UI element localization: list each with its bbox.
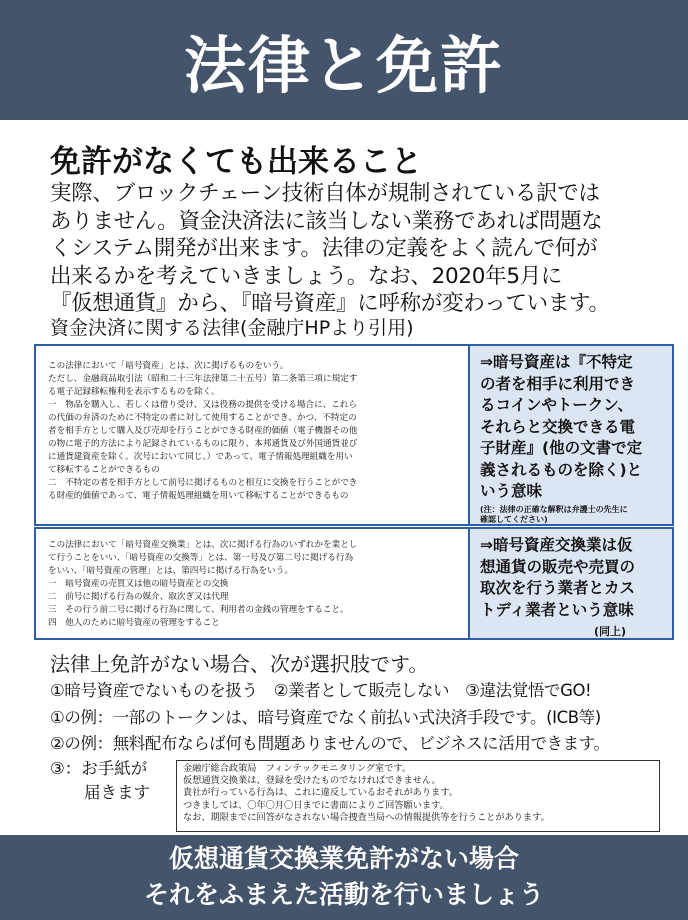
law-line: に通貨建資産を除く。次号において同じ。）であって、電子情報処理組織を用い bbox=[48, 452, 353, 462]
law-line: て移転することができるもの bbox=[48, 465, 160, 475]
law-excerpt bbox=[36, 529, 470, 638]
law-line: の代価の弁済のために不特定の者に対して使用することができ、かつ、不特定の bbox=[48, 413, 357, 423]
intro-line: ありません。資金決済法に該当しない業務であれば問題な bbox=[50, 208, 603, 234]
options-heading: 法律上免許がない場合、次が選択肢です。 bbox=[50, 652, 429, 676]
letter-line: なお、期限までに回答がなされない場合捜査当局への情報提供等を行うことがあります。 bbox=[183, 811, 550, 823]
interpretation-note bbox=[470, 529, 672, 638]
law-line: 一 物品を購入し、若しくは借り受け、又は役務の提供を受ける場合に、これら bbox=[48, 400, 358, 410]
disclaimer-note bbox=[480, 505, 666, 525]
options-section bbox=[50, 650, 680, 758]
note-line: 義されるものを除く)と bbox=[480, 460, 643, 479]
law-line: の物に電子的方法により記録されているものに限り、本邦通貨及び外国通貨並び bbox=[48, 439, 358, 449]
law-line: 二 前号に掲げる行為の媒介、取次ぎ又は代理 bbox=[48, 592, 229, 602]
law-line: 二 不特定の者を相手方として前号に掲げるものと相互に交換を行うことができ bbox=[48, 478, 358, 488]
note-line: るコインやトークン、 bbox=[480, 396, 633, 414]
letter-line: 金融庁総合政策局 フィンテックモニタリング室です。 bbox=[183, 763, 412, 774]
law-line: この法律において「暗号資産」とは、次に掲げるものをいう。 bbox=[48, 361, 289, 371]
disclaimer-line: 確認してください) bbox=[480, 514, 548, 524]
option-example-2: ②の例：無料配布ならば何も問題ありませんので、ビジネスに活用できます。 bbox=[50, 734, 610, 753]
law-line: この法律において「暗号資産交換業」とは、次に掲げる行為のいずれかを業とし bbox=[48, 540, 358, 550]
law-line: 四 他人のために暗号資産の管理をすること bbox=[48, 618, 220, 628]
exchange-business-definition-panel bbox=[34, 527, 674, 640]
letter-line: 貴社が行っている行為は、これに違反しているおそれがあります。 bbox=[183, 787, 458, 799]
source-note: (同上) bbox=[593, 625, 626, 638]
note-line: 子財産』(他の文書で定 bbox=[480, 439, 643, 457]
letter-line: 仮想通貨交換業は、登録を受けたものでなければできません。 bbox=[183, 775, 441, 787]
intro-line: 『仮想通貨』から、『暗号資産』に呼称が変わっています。 bbox=[50, 291, 610, 316]
option-example-3 bbox=[50, 757, 150, 805]
law-line: る財産的価値であって、電子情報処理組織を用いて移転することができるもの bbox=[48, 491, 349, 501]
law-line: 者を相手方として購入及び売却を行うことができる財産的価値（電子機器その他 bbox=[48, 426, 358, 436]
page-title: 法律と免許 bbox=[183, 28, 504, 102]
intro-line: くシステム開発が出来ます。法律の定義をよく読んで何が bbox=[50, 236, 598, 261]
note-line: いう意味 bbox=[480, 482, 543, 500]
law-line: ただし、金融商品取引法（昭和二十三年法律第二十五号）第二条第三項に規定す bbox=[48, 374, 358, 384]
law-line: 一 暗号資産の売買又は他の暗号資産との交換 bbox=[48, 579, 229, 589]
intro-paragraph bbox=[50, 180, 678, 318]
law-line: る電子記録移転権利を表示するものを除く。 bbox=[48, 387, 220, 397]
footer-line: 仮想通貨交換業免許がない場合 bbox=[168, 844, 519, 873]
law-line: て行うことをいい、「暗号資産の交換等」とは、第一号及び第二号に掲げる行為 bbox=[48, 553, 354, 563]
section-heading: 免許がなくても出来ること bbox=[50, 144, 422, 180]
footer-line: それをふまえた活動を行いましょう bbox=[143, 880, 544, 909]
intro-line: 出来るかを考えていきましょう。なお、2020年5月に bbox=[50, 263, 563, 289]
citation-label: 資金決済に関する法律(金融庁HPより引用) bbox=[50, 317, 414, 339]
intro-line: 実際、ブロックチェーン技術自体が規制されている訳では bbox=[50, 181, 600, 206]
disclaimer-line: (注：法律の正確な解釈は弁護士の先生に bbox=[480, 504, 628, 514]
law-excerpt bbox=[36, 346, 470, 524]
letter-line: つきましては、〇年〇月〇日までに書面によりご回答願います。 bbox=[183, 799, 449, 811]
option-example-3-line: ③：お手紙が bbox=[50, 759, 148, 778]
law-line: をいい、「暗号資産の管理」とは、第四号に掲げる行為をいう。 bbox=[48, 566, 293, 576]
interpretation-note bbox=[470, 346, 672, 524]
option-example-3-line: 届きます bbox=[84, 783, 150, 802]
option-example-1: ①の例：一部のトークンは、暗号資産でなく前払い式決済手段です。(ICB等) bbox=[50, 707, 601, 727]
law-line: 三 その行う前二号に掲げる行為に関して、利用者の金銭の管理をすること。 bbox=[48, 605, 349, 615]
note-line: ⇒暗号資産は『不特定 bbox=[480, 353, 633, 371]
note-line: 想通貨の販売や売買の bbox=[480, 557, 636, 576]
note-line: トディ業者という意味 bbox=[480, 600, 634, 619]
crypto-asset-definition-panel bbox=[34, 344, 674, 526]
warning-letter-box bbox=[176, 760, 660, 832]
note-line: ⇒暗号資産交換業は仮 bbox=[480, 536, 633, 554]
options-list: ①暗号資産でないものを扱う ②業者として販売しない ③違法覚悟でGO! bbox=[50, 681, 592, 700]
title-banner bbox=[0, 0, 688, 120]
note-line: それらと交換できる電 bbox=[480, 417, 636, 436]
footer-banner bbox=[0, 835, 688, 920]
note-line: 取次を行う業者とカス bbox=[480, 579, 636, 597]
note-line: の者を相手に利用でき bbox=[480, 374, 636, 393]
